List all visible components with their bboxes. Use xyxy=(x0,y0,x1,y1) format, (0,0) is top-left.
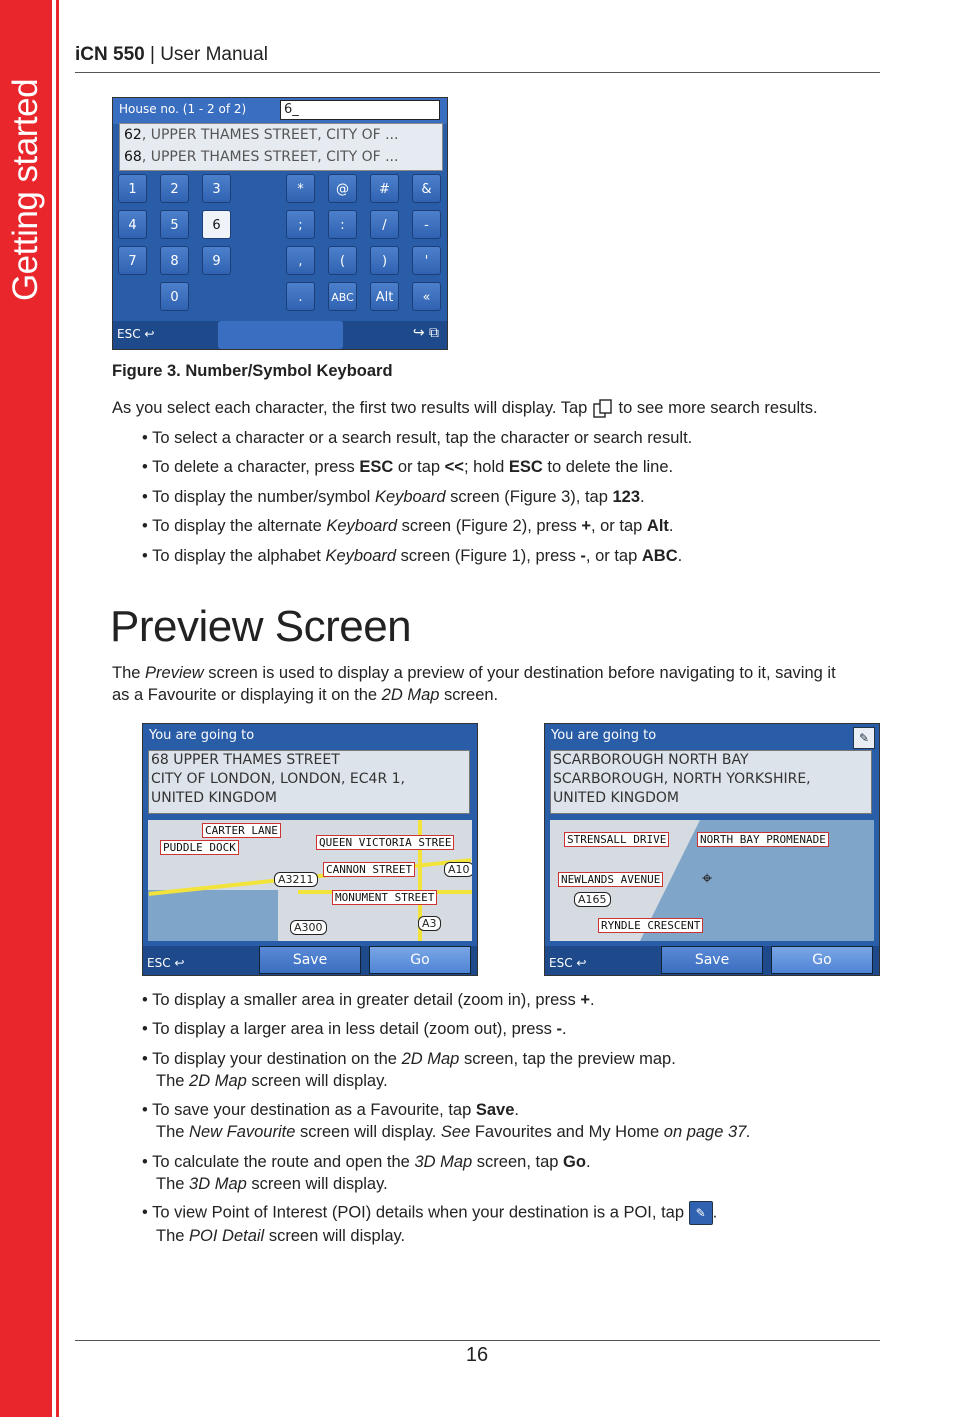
house-no-label: House no. (1 - 2 of 2) xyxy=(119,102,247,116)
key[interactable]: 3 xyxy=(202,174,231,203)
route-shield: A300 xyxy=(290,920,327,935)
more-results-icon xyxy=(592,399,614,419)
go-button[interactable]: Go xyxy=(369,946,471,974)
footer-rule xyxy=(75,1340,880,1341)
list-item: • To display the number/symbol Keyboard screen (Figure 3), tap 123. xyxy=(142,488,645,506)
key[interactable]: ' xyxy=(412,246,441,275)
key[interactable]: 2 xyxy=(160,174,189,203)
figure-caption: Figure 3. Number/Symbol Keyboard xyxy=(112,362,393,380)
esc-button[interactable]: ESC ↩ xyxy=(117,327,155,341)
save-button[interactable]: Save xyxy=(259,946,361,974)
poi-detail-icon: ✎ xyxy=(689,1201,713,1225)
key[interactable]: ) xyxy=(370,246,399,275)
key[interactable]: : xyxy=(328,210,357,239)
key[interactable]: 1 xyxy=(118,174,147,203)
page-number: 16 xyxy=(465,1344,489,1366)
preview-screenshot-scarborough xyxy=(544,723,880,976)
key[interactable]: # xyxy=(370,174,399,203)
preview-bottom-bar xyxy=(143,946,477,975)
preview-map[interactable] xyxy=(550,820,874,941)
esc-button[interactable]: ESC ↩ xyxy=(549,956,587,970)
destination-address: 68 UPPER THAMES STREET CITY OF LONDON, LONDON, EC4R 1, UNITED KINGDOM xyxy=(148,750,470,814)
key[interactable]: , xyxy=(286,246,315,275)
list-item: • To save your destination as a Favourite, tap Save. The New Favourite screen will display. See Favourites and My Home on page 37. xyxy=(142,1101,751,1141)
map-label: RYNDLE CRESCENT xyxy=(598,918,703,933)
sidebar-tab xyxy=(0,0,52,1417)
header-separator: | xyxy=(144,44,161,65)
key[interactable]: / xyxy=(370,210,399,239)
section-title: Preview Screen xyxy=(110,602,412,651)
go-button[interactable]: Go xyxy=(771,946,873,974)
key[interactable]: 8 xyxy=(160,246,189,275)
preview-paragraph: The Preview screen is used to display a preview of your destination before navigating to it, saving it as a Favourite or displaying it on the 2D Map screen. xyxy=(112,664,836,704)
key[interactable]: ( xyxy=(328,246,357,275)
header-section: User Manual xyxy=(160,44,268,65)
list-item: • To display the alternate Keyboard screen (Figure 2), press +, or tap Alt. xyxy=(142,517,674,535)
preview-title: You are going to xyxy=(551,728,657,743)
header-rule xyxy=(75,72,880,73)
key[interactable]: 5 xyxy=(160,210,189,239)
search-result[interactable]: 68, UPPER THAMES STREET, CITY OF ... xyxy=(124,149,399,165)
list-item: • To display a larger area in less detail (zoom out), press -. xyxy=(142,1020,567,1038)
list-item: • To view Point of Interest (POI) details when your destination is a POI, tap ✎ . The POI Detail screen will display. xyxy=(142,1201,862,1247)
keyboard-screenshot xyxy=(112,97,448,350)
key-backspace[interactable]: « xyxy=(412,282,441,311)
key[interactable]: & xyxy=(412,174,441,203)
map-label: QUEEN VICTORIA STREE xyxy=(316,835,454,850)
header-product: iCN 550 xyxy=(75,44,145,65)
list-item: • To calculate the route and open the 3D Map screen, tap Go. The 3D Map screen will display. xyxy=(142,1153,591,1193)
keyboard-top-bar xyxy=(113,98,447,124)
preview-bottom-bar xyxy=(545,946,879,975)
list-item: • To delete a character, press ESC or tap <<; hold ESC to delete the line. xyxy=(142,458,674,476)
keyboard-bottom-bar xyxy=(113,321,447,349)
esc-button[interactable]: ESC ↩ xyxy=(147,956,185,970)
list-item: • To display your destination on the 2D Map screen, tap the preview map. The 2D Map screen will display. xyxy=(142,1050,676,1090)
map-label: CANNON STREET xyxy=(323,862,415,877)
preview-map[interactable] xyxy=(148,820,472,941)
list-item: • To select a character or a search result, tap the character or search result. xyxy=(142,429,693,447)
route-shield: A10 xyxy=(444,862,472,877)
preview-screenshot-london xyxy=(142,723,478,976)
house-no-input[interactable]: 6_ xyxy=(280,100,440,120)
keyboard-space-bar[interactable] xyxy=(218,321,343,349)
map-label: PUDDLE DOCK xyxy=(160,840,239,855)
sidebar-title: Getting started xyxy=(6,78,45,302)
key-abc[interactable]: ABC xyxy=(328,282,357,311)
key[interactable]: ; xyxy=(286,210,315,239)
route-shield: A3211 xyxy=(274,872,318,887)
map-label: STRENSALL DRIVE xyxy=(564,832,669,847)
key[interactable]: . xyxy=(286,282,315,311)
key[interactable]: 4 xyxy=(118,210,147,239)
search-results xyxy=(119,123,443,171)
map-label: CARTER LANE xyxy=(202,823,281,838)
key[interactable]: - xyxy=(412,210,441,239)
map-label: MONUMENT STREET xyxy=(332,890,437,905)
key-alt[interactable]: Alt xyxy=(370,282,399,311)
save-button[interactable]: Save xyxy=(661,946,763,974)
route-shield: A3 xyxy=(418,916,441,931)
route-shield: A165 xyxy=(574,892,611,907)
map-label: NORTH BAY PROMENADE xyxy=(697,832,829,847)
key-selected[interactable]: 6 xyxy=(202,210,231,239)
key[interactable]: 0 xyxy=(160,282,189,311)
key[interactable]: 7 xyxy=(118,246,147,275)
key[interactable]: * xyxy=(286,174,315,203)
map-label: NEWLANDS AVENUE xyxy=(558,872,663,887)
destination-address: SCARBOROUGH NORTH BAY SCARBOROUGH, NORTH YORKSHIRE, UNITED KINGDOM xyxy=(550,750,872,814)
list-item: • To display the alphabet Keyboard screen (Figure 1), press -, or tap ABC. xyxy=(142,547,683,565)
preview-title: You are going to xyxy=(149,728,255,743)
poi-detail-icon[interactable]: ✎ xyxy=(853,727,875,749)
more-results-icon[interactable]: ↪ ⧉ xyxy=(412,325,439,341)
sidebar-rule xyxy=(56,0,59,1417)
page-header xyxy=(75,44,268,66)
key[interactable]: @ xyxy=(328,174,357,203)
search-result[interactable]: 62, UPPER THAMES STREET, CITY OF ... xyxy=(124,127,399,143)
destination-crosshair-icon: ⌖ xyxy=(702,868,713,889)
intro-paragraph: As you select each character, the first two results will display. Tap to see more search results. xyxy=(112,399,818,417)
key[interactable]: 9 xyxy=(202,246,231,275)
list-item: • To display a smaller area in greater detail (zoom in), press +. xyxy=(142,991,595,1009)
